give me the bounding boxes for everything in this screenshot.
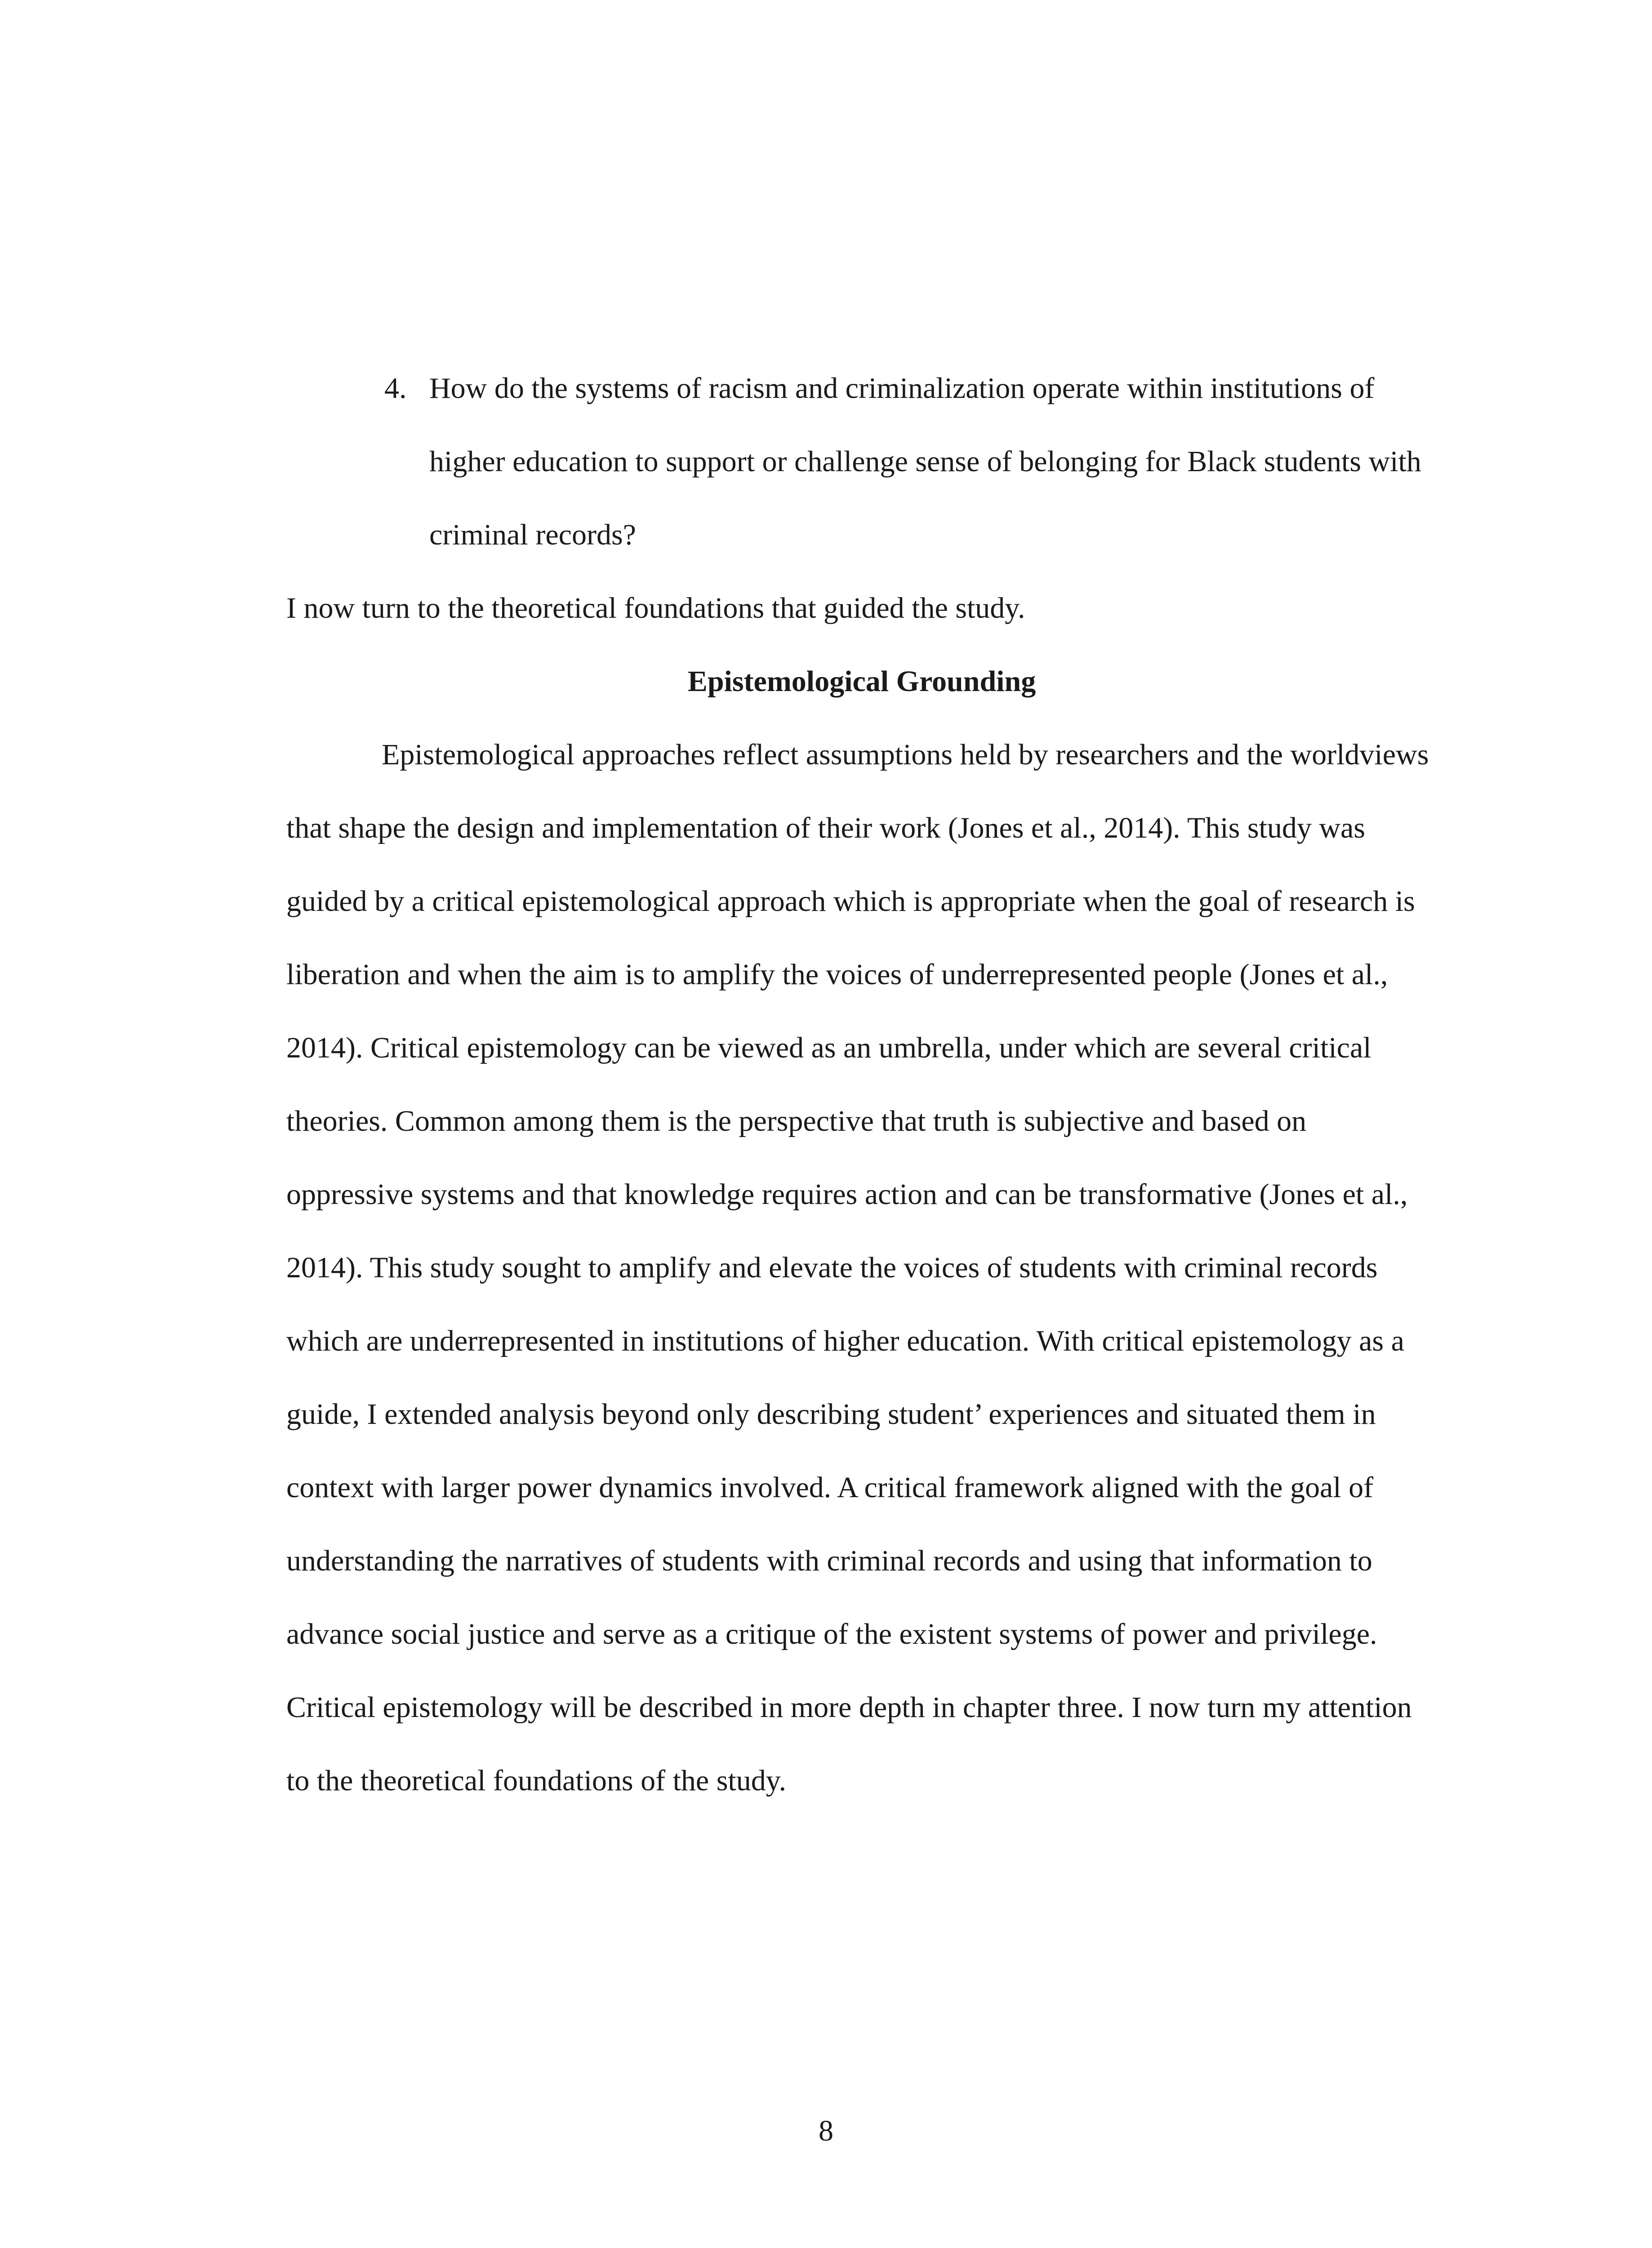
research-question-text: How do the systems of racism and criminalization operate within institutions of higher education to support or challenge sense of belonging for Black students with criminal records? xyxy=(429,372,1421,551)
list-number: 4. xyxy=(384,372,407,405)
research-question-item xyxy=(286,352,1437,571)
transition-sentence: I now turn to the theoretical foundations that guided the study. xyxy=(286,592,1025,624)
body-paragraph: Epistemological approaches reflect assumptions held by researchers and the worldviews that shape the design and implementation of their work (Jones et al., 2014). This study was guided by a critical epistemological approach which is appropriate when the goal of research is liberation and when the aim is to amplify the voices of underrepresented people (Jones et al., 2014). Critical epistemology can be viewed as an umbrella, under which are several critical theories. Common among them is the perspective that truth is subjective and based on oppressive systems and that knowledge requires action and can be transformative (Jones et al., 2014). This study sought to amplify and elevate the voices of students with criminal records which are underrepresented in institutions of higher education. With critical epistemology as a guide, I extended analysis beyond only describing student’ experiences and situated them in context with larger power dynamics involved. A critical framework aligned with the goal of understanding the narratives of students with criminal records and using that information to advance social justice and serve as a critique of the existent systems of power and privilege. Critical epistemology will be described in more depth in chapter three. I now turn my attention to the theoretical foundations of the study. xyxy=(286,738,1429,1797)
page-number: 8 xyxy=(819,2114,833,2147)
section-heading: Epistemological Grounding xyxy=(687,665,1036,698)
